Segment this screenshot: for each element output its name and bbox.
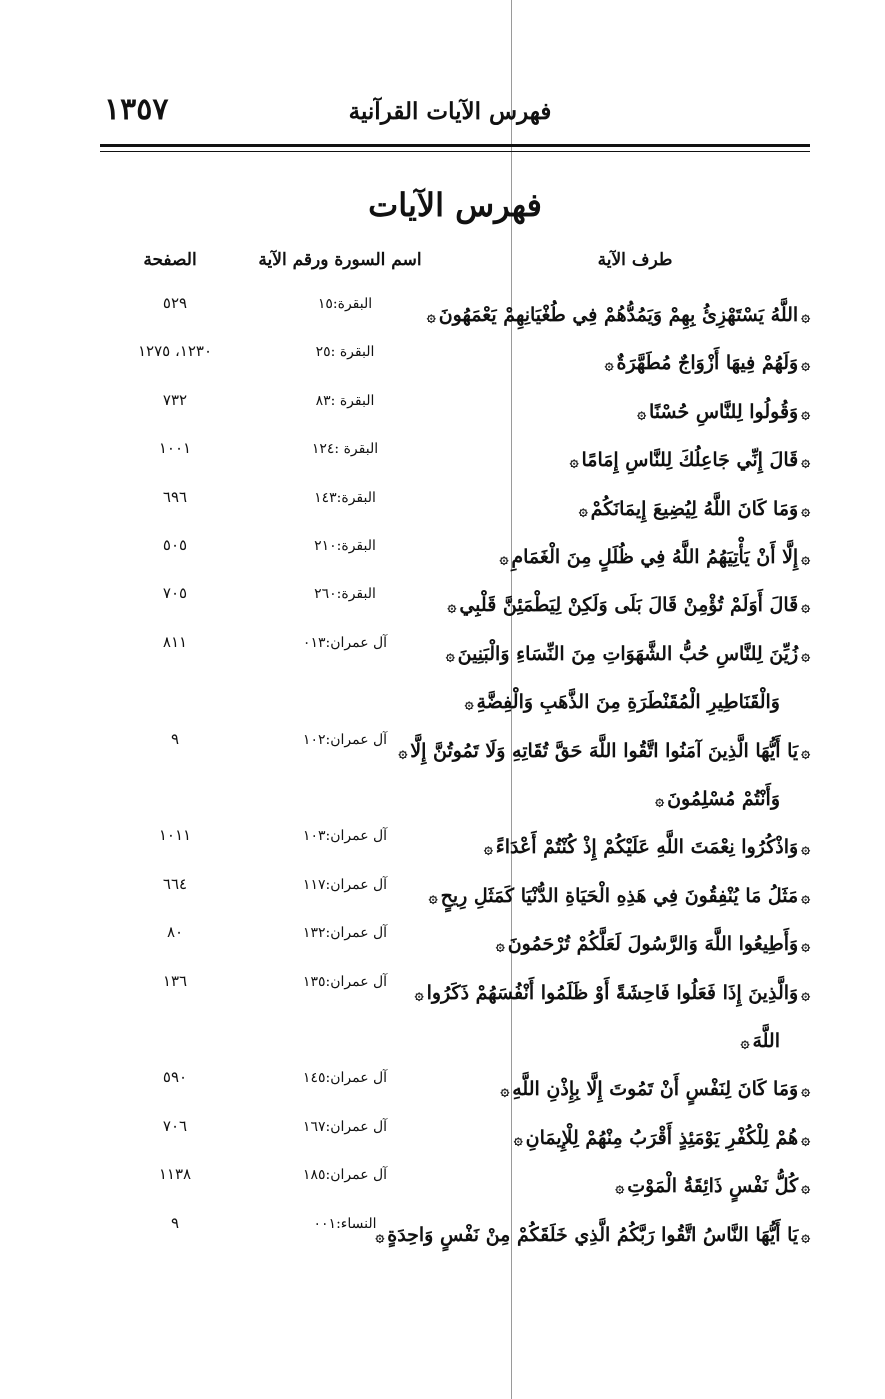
verse-ornament-open-icon: ۞	[801, 597, 810, 616]
verse-text	[372, 1224, 813, 1246]
surah-ref: آل عمران:١٦٧	[302, 1118, 388, 1135]
index-title: فهرس الآيات	[368, 186, 542, 224]
surah-ref: آل عمران:٠١٣	[302, 634, 388, 651]
index-row	[0, 729, 885, 784]
verse-ornament-close-icon: ۞	[499, 549, 509, 567]
page-ref: ١٣٦	[162, 971, 188, 990]
index-row	[0, 1116, 885, 1171]
verse-text	[493, 933, 813, 955]
verse-ornament-close-icon: ۞	[740, 1033, 750, 1051]
verse-ornament-open-icon: ۞	[801, 307, 810, 325]
verse-ornament-close-icon: ۞	[445, 645, 455, 664]
verse-words: وَأَطِيعُوا اللَّهَ وَالرَّسُولَ لَعَلَّكُمْ تُرْحَمُونَ	[507, 933, 799, 956]
verse-text	[424, 304, 813, 326]
page-ref: ٥٩٠	[162, 1068, 188, 1087]
page-ref: ٦٦٤	[162, 874, 188, 893]
index-row	[0, 1068, 885, 1122]
surah-ref: آل عمران:١١٧	[302, 876, 388, 893]
verse-text	[576, 498, 813, 520]
verse-ornament-open-icon: ۞	[801, 645, 810, 664]
verse-words: هُمْ لِلْكُفْرِ يَوْمَئِذٍ أَقْرَبُ مِنْهُمْ لِلْإِيمَانِ	[525, 1126, 799, 1149]
page-ref: ٦٩٦	[162, 487, 188, 506]
surah-ref: النساء:٠٠١	[313, 1215, 377, 1232]
index-row	[0, 584, 885, 638]
page-ref: ١٠١١	[158, 826, 192, 845]
index-row	[0, 536, 885, 590]
column-header-surah-ref: اسم السورة ورقم الآية	[258, 250, 422, 270]
column-header-verse: طرف الآية	[597, 250, 673, 270]
verse-ornament-close-icon: ۞	[569, 452, 579, 471]
verse-ornament-close-icon: ۞	[578, 500, 588, 519]
index-row	[0, 1213, 885, 1268]
page-ref: ١١٣٨	[158, 1165, 192, 1184]
verse-ornament-open-icon: ۞	[801, 839, 810, 858]
page-ref: ٥٠٥	[162, 536, 188, 554]
verse-text	[738, 1030, 780, 1052]
running-title: فهرس الآيات القرآنية	[348, 98, 552, 125]
page-ref: ٧٣٢	[162, 390, 188, 409]
verse-ornament-open-icon: ۞	[801, 742, 810, 761]
index-row	[0, 342, 885, 396]
index-row	[0, 1165, 885, 1219]
index-row	[0, 294, 885, 348]
verse-ornament-close-icon: ۞	[495, 936, 505, 955]
surah-ref: آل عمران:١٣٥	[302, 973, 388, 990]
verse-ornament-close-icon: ۞	[655, 791, 665, 809]
index-row	[0, 687, 885, 735]
verse-ornament-open-icon: ۞	[801, 452, 810, 471]
index-row	[0, 784, 885, 832]
page-ref: ١٢٣٠، ١٢٧٥	[137, 342, 213, 361]
verse-words: اللَّهَ	[752, 1030, 780, 1052]
surah-ref: البقرة :١٢٤	[311, 441, 379, 458]
verse-words: يَا أَيُّهَا النَّاسُ اتَّقُوا رَبَّكُمُ الَّذِي خَلَقَكُمْ مِنْ نَفْسٍ وَاحِدَةٍ	[387, 1223, 799, 1246]
verse-ornament-open-icon: ۞	[801, 549, 810, 567]
verse-ornament-close-icon: ۞	[447, 597, 457, 616]
verse-ornament-close-icon: ۞	[375, 1226, 385, 1245]
verse-ornament-close-icon: ۞	[513, 1129, 523, 1148]
verse-ornament-close-icon: ۞	[604, 355, 614, 374]
header-rule-thin	[100, 151, 810, 152]
verse-text	[412, 982, 813, 1004]
index-row	[0, 971, 885, 1026]
page-ref: ٨٠	[166, 923, 184, 942]
verse-words: قَالَ إِنِّي جَاعِلُكَ لِلنَّاسِ إِمَامًا	[581, 449, 799, 472]
surah-ref: آل عمران:١٠٢	[302, 731, 388, 748]
verse-ornament-close-icon: ۞	[414, 984, 424, 1003]
index-row	[0, 826, 885, 880]
index-row	[0, 390, 885, 445]
verse-words: وَمَا كَانَ اللَّهُ لِيُضِيعَ إِيمَانَكُمْ	[590, 497, 799, 520]
index-row	[0, 1026, 885, 1074]
verse-text	[634, 401, 813, 423]
verse-ornament-open-icon: ۞	[801, 500, 810, 519]
verse-ornament-open-icon: ۞	[801, 1129, 810, 1148]
verse-ornament-close-icon: ۞	[428, 887, 438, 906]
verse-ornament-open-icon: ۞	[801, 1081, 810, 1100]
verse-text	[462, 691, 780, 713]
verse-ornament-open-icon: ۞	[801, 355, 810, 374]
verse-words: وَأَنْتُمْ مُسْلِمُونَ	[667, 788, 780, 810]
verse-ornament-open-icon: ۞	[801, 887, 810, 906]
index-row	[0, 487, 885, 542]
verse-text	[497, 546, 813, 568]
verse-ornament-close-icon: ۞	[483, 839, 493, 858]
page-ref: ٨١١	[162, 632, 188, 651]
surah-ref: البقرة:٢١٠	[314, 538, 376, 554]
verse-ornament-close-icon: ۞	[615, 1178, 625, 1197]
verse-text	[652, 788, 780, 810]
verse-ornament-close-icon: ۞	[500, 1081, 510, 1100]
verse-ornament-close-icon: ۞	[464, 694, 474, 713]
verse-ornament-close-icon: ۞	[637, 403, 646, 422]
verse-text	[612, 1175, 813, 1197]
verse-words: اللَّهُ يَسْتَهْزِئُ بِهِمْ وَيَمُدُّهُمْ فِي طُغْيَانِهِمْ يَعْمَهُونَ	[438, 304, 799, 326]
column-header-page: الصفحة	[143, 250, 197, 270]
verse-text	[481, 836, 813, 858]
verse-text	[567, 449, 813, 471]
index-row	[0, 439, 885, 493]
surah-ref: آل عمران:١٤٥	[302, 1070, 388, 1087]
surah-ref: آل عمران:١٣٢	[302, 925, 388, 942]
surah-ref: آل عمران:١٠٣	[302, 828, 388, 845]
verse-words: وَمَا كَانَ لِنَفْسٍ أَنْ تَمُوتَ إِلَّا بِإِذْنِ اللَّهِ	[512, 1078, 799, 1101]
verse-text	[443, 643, 813, 665]
verse-ornament-close-icon: ۞	[426, 307, 436, 325]
verse-ornament-open-icon: ۞	[801, 936, 810, 955]
surah-ref: البقرة:١٥	[317, 296, 373, 312]
page-ref: ٧٠٥	[162, 584, 188, 603]
page-number: ١٣٥٧	[104, 92, 169, 127]
verse-words: قَالَ أَوَلَمْ تُؤْمِنْ قَالَ بَلَى وَلَكِنْ لِيَطْمَئِنَّ قَلْبِي	[459, 594, 799, 617]
verse-ornament-close-icon: ۞	[398, 742, 408, 761]
header-rule-thick	[100, 144, 810, 147]
verse-ornament-open-icon: ۞	[801, 403, 810, 422]
verse-words: وَالْقَنَاطِيرِ الْمُقَنْطَرَةِ مِنَ الذَّهَبِ وَالْفِضَّةِ	[476, 691, 780, 714]
page-ref: ٩	[170, 729, 180, 748]
verse-words: زُيِّنَ لِلنَّاسِ حُبُّ الشَّهَوَاتِ مِنَ النِّسَاءِ وَالْبَنِينَ	[457, 642, 799, 665]
verse-text	[511, 1127, 813, 1149]
verse-text	[426, 885, 813, 907]
verse-text	[445, 594, 813, 616]
surah-ref: آل عمران:١٨٥	[302, 1167, 388, 1184]
verse-words: وَاذْكُرُوا نِعْمَتَ اللَّهِ عَلَيْكُمْ إِذْ كُنْتُمْ أَعْدَاءً	[495, 836, 799, 859]
verse-ornament-open-icon: ۞	[801, 1226, 810, 1245]
index-row	[0, 632, 885, 687]
verse-text	[395, 740, 813, 762]
verse-words: كُلُّ نَفْسٍ ذَائِقَةُ الْمَوْتِ	[627, 1175, 799, 1198]
surah-ref: البقرة:٢٦٠	[314, 586, 376, 603]
verse-ornament-open-icon: ۞	[801, 984, 810, 1003]
verse-text	[497, 1078, 813, 1100]
verse-words: يَا أَيُّهَا الَّذِينَ آمَنُوا اتَّقُوا اللَّهَ حَقَّ تُقَاتِهِ وَلَا تَمُوتُنَّ إِلَّا	[410, 739, 799, 762]
index-row	[0, 874, 885, 929]
page-ref: ١٠٠١	[158, 439, 192, 458]
verse-words: وَقُولُوا لِلنَّاسِ حُسْنًا	[649, 400, 799, 423]
page-ref: ٥٢٩	[162, 294, 188, 312]
verse-words: وَلَهُمْ فِيهَا أَزْوَاجٌ مُطَهَّرَةٌ	[616, 352, 799, 375]
surah-ref: البقرة :٢٥	[315, 344, 375, 361]
index-row	[0, 923, 885, 977]
page-ref: ٩	[170, 1213, 180, 1232]
verse-words: وَالَّذِينَ إِذَا فَعَلُوا فَاحِشَةً أَوْ ظَلَمُوا أَنْفُسَهُمْ ذَكَرُوا	[426, 981, 799, 1004]
verse-text	[602, 352, 813, 374]
verse-ornament-open-icon: ۞	[801, 1178, 810, 1197]
verse-words: إِلَّا أَنْ يَأْتِيَهُمُ اللَّهُ فِي ظُلَلٍ مِنَ الْغَمَامِ	[511, 546, 799, 568]
page-ref: ٧٠٦	[162, 1116, 188, 1135]
surah-ref: البقرة :٨٣	[315, 392, 375, 409]
surah-ref: البقرة:١٤٣	[314, 489, 376, 506]
verse-words: مَثَلُ مَا يُنْفِقُونَ فِي هَذِهِ الْحَيَاةِ الدُّنْيَا كَمَثَلِ رِيحٍ	[440, 884, 799, 907]
